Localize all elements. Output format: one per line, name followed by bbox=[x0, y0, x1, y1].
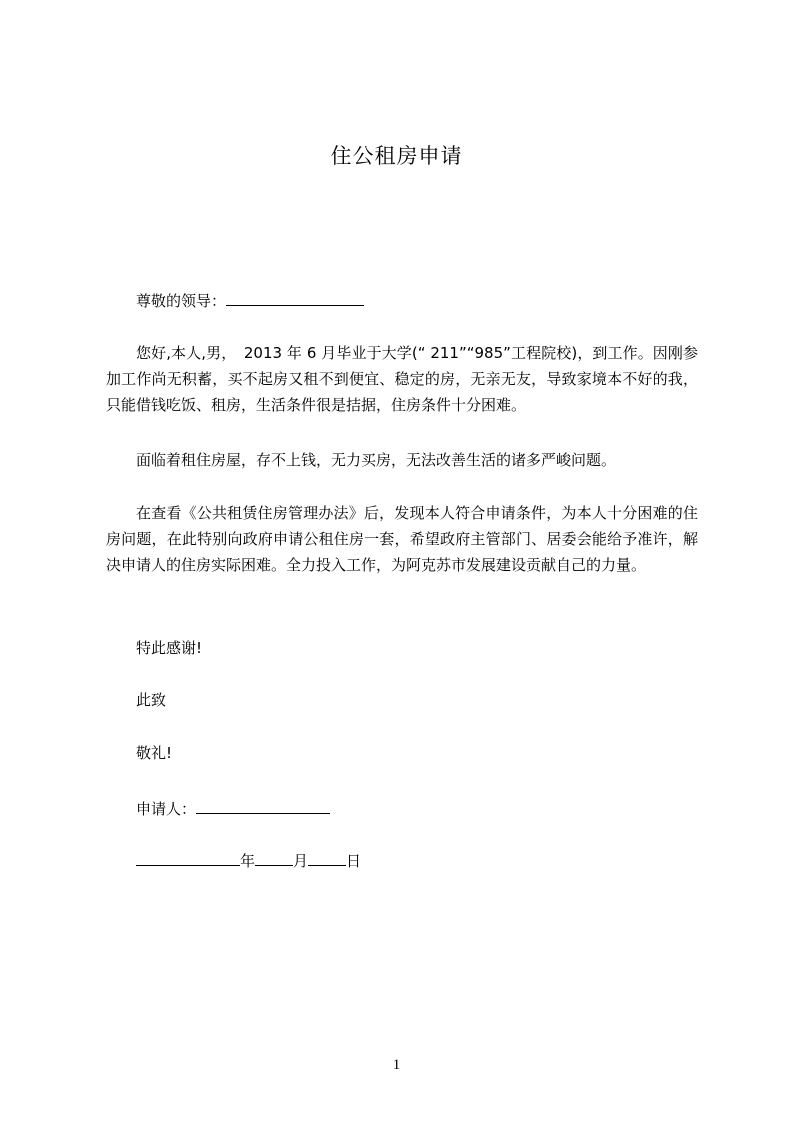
paragraph-request: 在查看《公共租赁住房管理办法》后，发现本人符合申请条件，为本人十分困难的住房问题，在此特别向政府申请公租住房一套，希望政府主管部门、居委会能给予准许，解决申请人的住房实际困难。全力投入工作，为阿克苏市发展建设贡献自己的力量。 bbox=[106, 504, 698, 574]
thanks-text: 特此感谢! bbox=[136, 639, 203, 657]
date-year-label: 年 bbox=[240, 852, 256, 870]
page-number: 1 bbox=[392, 1057, 401, 1073]
date-month-label: 月 bbox=[293, 852, 309, 870]
closing-jing-li: 敬礼! bbox=[136, 744, 173, 762]
document-title: 住公租房申请 bbox=[330, 144, 463, 168]
closing-ci-zhi: 此致 bbox=[136, 691, 167, 709]
paragraph-problems: 面临着租住房屋，存不上钱，无力买房，无法改善生活的诸多严峻问题。 bbox=[136, 451, 617, 469]
month-blank bbox=[255, 850, 293, 866]
salutation-line bbox=[136, 290, 364, 311]
applicant-line bbox=[136, 798, 330, 819]
date-day-label: 日 bbox=[346, 852, 362, 870]
applicant-label: 申请人： bbox=[136, 800, 197, 818]
year-blank bbox=[136, 850, 240, 866]
day-blank bbox=[308, 850, 346, 866]
salutation-text: 尊敬的领导： bbox=[136, 292, 227, 310]
date-line bbox=[136, 850, 361, 871]
leader-name-blank bbox=[226, 290, 364, 306]
applicant-name-blank bbox=[196, 798, 330, 814]
paragraph-intro: 您好,本人,男， 2013 年 6 月毕业于大学(“ 211”“985”工程院校)，到工作。因刚参加工作尚无积蓄，买不起房又租不到便宜、稳定的房，无亲无友，导致家境本不好的我，只能借钱吃饭、租房，生活条件很是拮据，住房条件十分困难。 bbox=[106, 344, 698, 414]
